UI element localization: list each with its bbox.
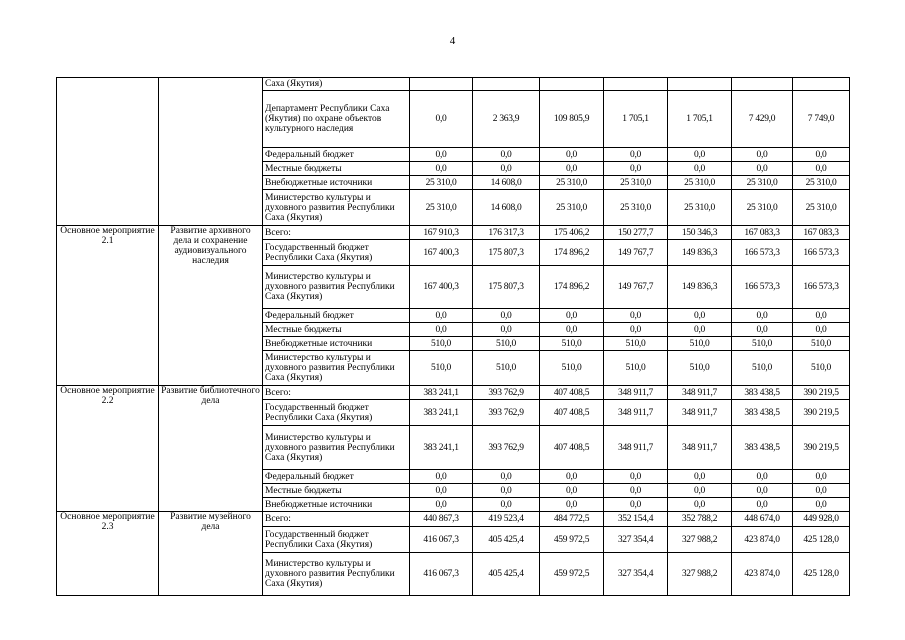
- value-cell: 510,0: [668, 351, 732, 386]
- value-cell: 348 911,7: [604, 386, 668, 400]
- value-cell: 510,0: [473, 351, 540, 386]
- value-cell: 0,0: [668, 148, 732, 162]
- value-cell: 348 911,7: [668, 426, 732, 470]
- value-cell: 393 762,9: [473, 386, 540, 400]
- value-cell: 0,0: [604, 309, 668, 323]
- value-cell: 510,0: [668, 337, 732, 351]
- value-cell: 449 928,0: [793, 512, 850, 527]
- value-cell: 405 425,4: [473, 527, 540, 553]
- value-cell: 383 438,5: [732, 386, 793, 400]
- value-cell: 0,0: [668, 309, 732, 323]
- value-cell: [732, 78, 793, 91]
- value-cell: 425 128,0: [793, 553, 850, 596]
- value-cell: 393 762,9: [473, 400, 540, 426]
- value-cell: 14 608,0: [473, 190, 540, 226]
- value-cell: 0,0: [793, 484, 850, 498]
- value-cell: 390 219,5: [793, 400, 850, 426]
- value-cell: 510,0: [540, 337, 604, 351]
- value-cell: 167 400,3: [410, 240, 473, 266]
- value-cell: 0,0: [793, 148, 850, 162]
- value-cell: 0,0: [604, 470, 668, 484]
- value-cell: 348 911,7: [668, 386, 732, 400]
- value-cell: 25 310,0: [732, 190, 793, 226]
- table-row: [57, 78, 850, 91]
- value-cell: 407 408,5: [540, 400, 604, 426]
- value-cell: 0,0: [540, 148, 604, 162]
- value-cell: 175 406,2: [540, 226, 604, 240]
- funding-source-cell: Внебюджетные источники: [263, 498, 410, 512]
- measure-cell: Основное мероприятие 2.3: [57, 512, 159, 596]
- value-cell: 383 438,5: [732, 400, 793, 426]
- value-cell: 0,0: [604, 162, 668, 176]
- value-cell: 0,0: [540, 323, 604, 337]
- table-row: [57, 386, 850, 400]
- value-cell: 459 972,5: [540, 527, 604, 553]
- value-cell: 0,0: [793, 162, 850, 176]
- value-cell: 348 911,7: [668, 400, 732, 426]
- value-cell: [473, 78, 540, 91]
- value-cell: [793, 78, 850, 91]
- value-cell: 0,0: [473, 484, 540, 498]
- value-cell: 510,0: [793, 337, 850, 351]
- value-cell: 0,0: [793, 498, 850, 512]
- value-cell: 405 425,4: [473, 553, 540, 596]
- value-cell: 423 874,0: [732, 553, 793, 596]
- value-cell: 423 874,0: [732, 527, 793, 553]
- value-cell: 0,0: [540, 309, 604, 323]
- value-cell: 0,0: [668, 162, 732, 176]
- measure-cell: Основное мероприятие 2.1: [57, 226, 159, 386]
- value-cell: 348 911,7: [604, 426, 668, 470]
- value-cell: 327 354,4: [604, 553, 668, 596]
- value-cell: 510,0: [604, 337, 668, 351]
- value-cell: 390 219,5: [793, 386, 850, 400]
- value-cell: 383 241,1: [410, 386, 473, 400]
- value-cell: 0,0: [410, 323, 473, 337]
- value-cell: 25 310,0: [540, 190, 604, 226]
- funding-source-cell: Всего:: [263, 512, 410, 527]
- value-cell: [604, 78, 668, 91]
- value-cell: 0,0: [668, 323, 732, 337]
- value-cell: 0,0: [540, 470, 604, 484]
- value-cell: 352 788,2: [668, 512, 732, 527]
- value-cell: 167 910,3: [410, 226, 473, 240]
- budget-table: [56, 77, 850, 596]
- funding-source-cell: Местные бюджеты: [263, 162, 410, 176]
- value-cell: 393 762,9: [473, 426, 540, 470]
- value-cell: 0,0: [410, 148, 473, 162]
- funding-source-cell: Департамент Республики Саха (Якутия) по охране объектов культурного наследия: [263, 91, 410, 148]
- value-cell: 25 310,0: [793, 190, 850, 226]
- value-cell: 0,0: [732, 309, 793, 323]
- value-cell: 0,0: [540, 484, 604, 498]
- value-cell: 174 896,2: [540, 240, 604, 266]
- funding-source-cell: Государственный бюджет Республики Саха (Якутия): [263, 400, 410, 426]
- value-cell: 510,0: [410, 351, 473, 386]
- measure-name-cell: Развитие архивного дела и сохранение аудиовизуального наследия: [159, 226, 263, 386]
- value-cell: 425 128,0: [793, 527, 850, 553]
- value-cell: 0,0: [732, 323, 793, 337]
- value-cell: 166 573,3: [732, 240, 793, 266]
- value-cell: 0,0: [732, 162, 793, 176]
- funding-source-cell: Внебюджетные источники: [263, 337, 410, 351]
- value-cell: [668, 78, 732, 91]
- measure-cell: [57, 78, 159, 226]
- value-cell: 0,0: [410, 484, 473, 498]
- value-cell: 166 573,3: [732, 266, 793, 309]
- value-cell: 510,0: [540, 351, 604, 386]
- value-cell: 0,0: [604, 498, 668, 512]
- funding-source-cell: Министерство культуры и духовного развития Республики Саха (Якутия): [263, 426, 410, 470]
- value-cell: 0,0: [410, 309, 473, 323]
- value-cell: 407 408,5: [540, 426, 604, 470]
- value-cell: 166 573,3: [793, 266, 850, 309]
- value-cell: 440 867,3: [410, 512, 473, 527]
- funding-source-cell: Государственный бюджет Республики Саха (Якутия): [263, 527, 410, 553]
- value-cell: 150 346,3: [668, 226, 732, 240]
- value-cell: 0,0: [410, 470, 473, 484]
- value-cell: 25 310,0: [732, 176, 793, 190]
- value-cell: 348 911,7: [604, 400, 668, 426]
- value-cell: 25 310,0: [793, 176, 850, 190]
- funding-source-cell: Министерство культуры и духовного развития Республики Саха (Якутия): [263, 266, 410, 309]
- measure-name-cell: Развитие библиотечного дела: [159, 386, 263, 512]
- value-cell: 0,0: [540, 498, 604, 512]
- value-cell: 2 363,9: [473, 91, 540, 148]
- value-cell: 149 836,3: [668, 266, 732, 309]
- funding-source-cell: Внебюджетные источники: [263, 176, 410, 190]
- value-cell: 383 438,5: [732, 426, 793, 470]
- value-cell: 484 772,5: [540, 512, 604, 527]
- value-cell: [540, 78, 604, 91]
- value-cell: [410, 78, 473, 91]
- value-cell: 166 573,3: [793, 240, 850, 266]
- value-cell: 510,0: [732, 337, 793, 351]
- value-cell: 383 241,1: [410, 400, 473, 426]
- value-cell: 150 277,7: [604, 226, 668, 240]
- value-cell: 0,0: [473, 470, 540, 484]
- value-cell: 176 317,3: [473, 226, 540, 240]
- value-cell: 407 408,5: [540, 386, 604, 400]
- value-cell: 25 310,0: [540, 176, 604, 190]
- value-cell: 0,0: [473, 148, 540, 162]
- measure-name-cell: [159, 78, 263, 226]
- value-cell: 14 608,0: [473, 176, 540, 190]
- value-cell: 0,0: [793, 470, 850, 484]
- funding-source-cell: Местные бюджеты: [263, 484, 410, 498]
- value-cell: 0,0: [473, 162, 540, 176]
- value-cell: 383 241,1: [410, 426, 473, 470]
- funding-source-cell: Федеральный бюджет: [263, 309, 410, 323]
- table-row: [57, 512, 850, 527]
- page-number: 4: [449, 35, 456, 47]
- value-cell: 0,0: [473, 323, 540, 337]
- value-cell: 416 067,3: [410, 527, 473, 553]
- value-cell: 0,0: [604, 148, 668, 162]
- funding-source-cell: Министерство культуры и духовного развития Республики Саха (Якутия): [263, 190, 410, 226]
- funding-source-cell: Местные бюджеты: [263, 323, 410, 337]
- funding-source-cell: Всего:: [263, 226, 410, 240]
- value-cell: 149 767,7: [604, 240, 668, 266]
- value-cell: 25 310,0: [604, 190, 668, 226]
- value-cell: 109 805,9: [540, 91, 604, 148]
- value-cell: 510,0: [732, 351, 793, 386]
- value-cell: 7 429,0: [732, 91, 793, 148]
- value-cell: 25 310,0: [410, 190, 473, 226]
- value-cell: 0,0: [732, 498, 793, 512]
- value-cell: 0,0: [668, 470, 732, 484]
- value-cell: 448 674,0: [732, 512, 793, 527]
- value-cell: 25 310,0: [604, 176, 668, 190]
- value-cell: 0,0: [410, 498, 473, 512]
- value-cell: 327 988,2: [668, 553, 732, 596]
- value-cell: 327 988,2: [668, 527, 732, 553]
- value-cell: 510,0: [473, 337, 540, 351]
- value-cell: 167 083,3: [793, 226, 850, 240]
- funding-source-cell: Государственный бюджет Республики Саха (Якутия): [263, 240, 410, 266]
- value-cell: 149 836,3: [668, 240, 732, 266]
- table-body: [57, 78, 850, 596]
- funding-source-cell: Федеральный бюджет: [263, 148, 410, 162]
- funding-source-cell: Министерство культуры и духовного развития Республики Саха (Якутия): [263, 351, 410, 386]
- value-cell: 25 310,0: [668, 190, 732, 226]
- value-cell: 167 083,3: [732, 226, 793, 240]
- value-cell: 175 807,3: [473, 240, 540, 266]
- value-cell: 0,0: [793, 309, 850, 323]
- measure-cell: Основное мероприятие 2.2: [57, 386, 159, 512]
- value-cell: 0,0: [540, 162, 604, 176]
- measure-name-cell: Развитие музейного дела: [159, 512, 263, 596]
- value-cell: 510,0: [410, 337, 473, 351]
- value-cell: 1 705,1: [668, 91, 732, 148]
- value-cell: 0,0: [668, 484, 732, 498]
- value-cell: 175 807,3: [473, 266, 540, 309]
- value-cell: 416 067,3: [410, 553, 473, 596]
- value-cell: 0,0: [604, 484, 668, 498]
- value-cell: 0,0: [793, 323, 850, 337]
- value-cell: 352 154,4: [604, 512, 668, 527]
- value-cell: 174 896,2: [540, 266, 604, 309]
- funding-source-cell: Федеральный бюджет: [263, 470, 410, 484]
- value-cell: 1 705,1: [604, 91, 668, 148]
- value-cell: 0,0: [410, 162, 473, 176]
- value-cell: 149 767,7: [604, 266, 668, 309]
- value-cell: 167 400,3: [410, 266, 473, 309]
- value-cell: 510,0: [793, 351, 850, 386]
- funding-source-cell: Саха (Якутия): [263, 78, 410, 91]
- value-cell: 510,0: [604, 351, 668, 386]
- value-cell: 0,0: [732, 470, 793, 484]
- value-cell: 0,0: [668, 498, 732, 512]
- value-cell: 25 310,0: [410, 176, 473, 190]
- funding-source-cell: Министерство культуры и духовного развития Республики Саха (Якутия): [263, 553, 410, 596]
- value-cell: 0,0: [410, 91, 473, 148]
- value-cell: 459 972,5: [540, 553, 604, 596]
- value-cell: 0,0: [732, 148, 793, 162]
- value-cell: 25 310,0: [668, 176, 732, 190]
- value-cell: 7 749,0: [793, 91, 850, 148]
- value-cell: 327 354,4: [604, 527, 668, 553]
- value-cell: 0,0: [473, 309, 540, 323]
- value-cell: 0,0: [604, 323, 668, 337]
- value-cell: 0,0: [473, 498, 540, 512]
- value-cell: 390 219,5: [793, 426, 850, 470]
- funding-source-cell: Всего:: [263, 386, 410, 400]
- value-cell: 419 523,4: [473, 512, 540, 527]
- table-row: [57, 226, 850, 240]
- value-cell: 0,0: [732, 484, 793, 498]
